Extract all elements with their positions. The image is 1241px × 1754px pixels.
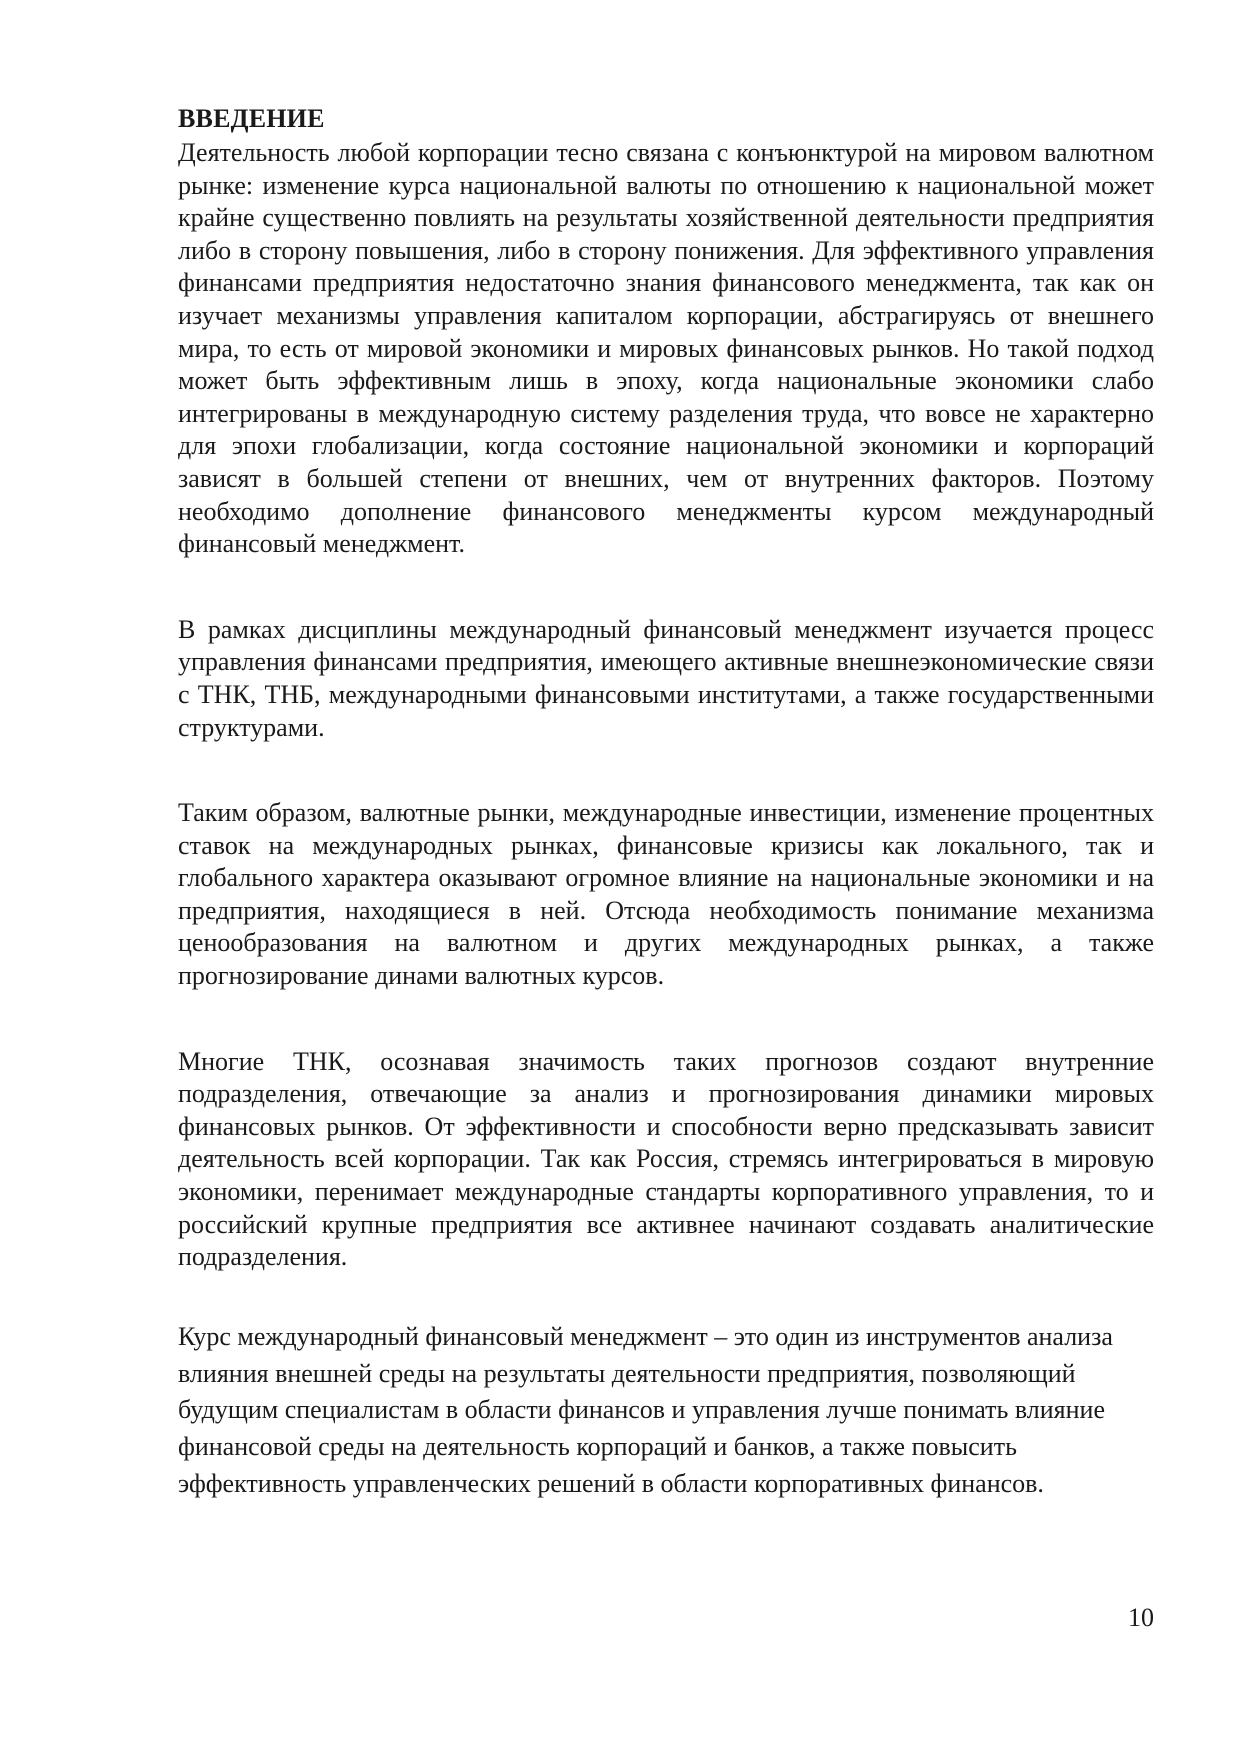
page-content xyxy=(178,101,1154,1502)
paragraph-1: Деятельность любой корпорации тесно связана с конъюнктурой на мировом валютном рынке: изменение курса национальной валюты по отношению к национальной может крайне существенно повлиять на результаты хозяйственной деятельности предприятия либо в сторону повышения, либо в сторону понижения. Для эффективного управления финансами предприятия недостаточно знания финансового менеджмента, так как он изучает механизмы управления капиталом корпорации, абстрагируясь от внешнего мира, то есть от мировой экономики и мировых финансовых рынков. Но такой подход может быть эффективным лишь в эпоху, когда национальные экономики слабо интегрированы в международную систему разделения труда, что вовсе не характерно для эпохи глобализации, когда состояние национальной экономики и корпораций зависят в большей степени от внешних, чем от внутренних факторов. Поэтому необходимо дополнение финансового менеджменты курсом международный финансовый менеджмент. xyxy=(178,138,1154,559)
paragraph-2: В рамках дисциплины международный финансовый менеджмент изучается процесс управления финансами предприятия, имеющего активные внешнеэкономические связи с ТНК, ТНБ, международными финансовыми институтами, а также государственными структурами. xyxy=(178,614,1154,742)
paragraph-3: Таким образом, валютные рынки, международные инвестиции, изменение процентных ставок на международных рынках, финансовые кризисы как локального, так и глобального характера оказывают огромное влияние на национальные экономики и на предприятия, находящиеся в ней. Отсюда необходимость понимание механизма ценообразования на валютном и других международных рынках, а также прогнозирование динами валютных курсов. xyxy=(178,798,1154,991)
paragraph-4: Многие ТНК, осознавая значимость таких прогнозов создают внутренние подразделения, отвечающие за анализ и прогнозирования динамики мировых финансовых рынков. От эффективности и способности верно предсказывать зависит деятельность всей корпорации. Так как Россия, стремясь интегрироваться в мировую экономики, перенимает международные стандарты корпоративного управления, то и российский крупные предприятия все активнее начинают создавать аналитические подразделения. xyxy=(178,1046,1154,1272)
section-heading: ВВЕДЕНИЕ xyxy=(178,104,325,133)
paragraph-5: Курс международный финансовый менеджмент – это один из инструментов анализа влияния внешней среды на результаты деятельности предприятия, позволяющий будущим специалистам в области финансов и управления лучше понимать влияние финансовой среды на деятельность корпораций и банков, а также повысить эффективность управленческих решений в области корпоративных финансов. xyxy=(178,1321,1113,1498)
page-number: 10 xyxy=(1128,1603,1154,1632)
